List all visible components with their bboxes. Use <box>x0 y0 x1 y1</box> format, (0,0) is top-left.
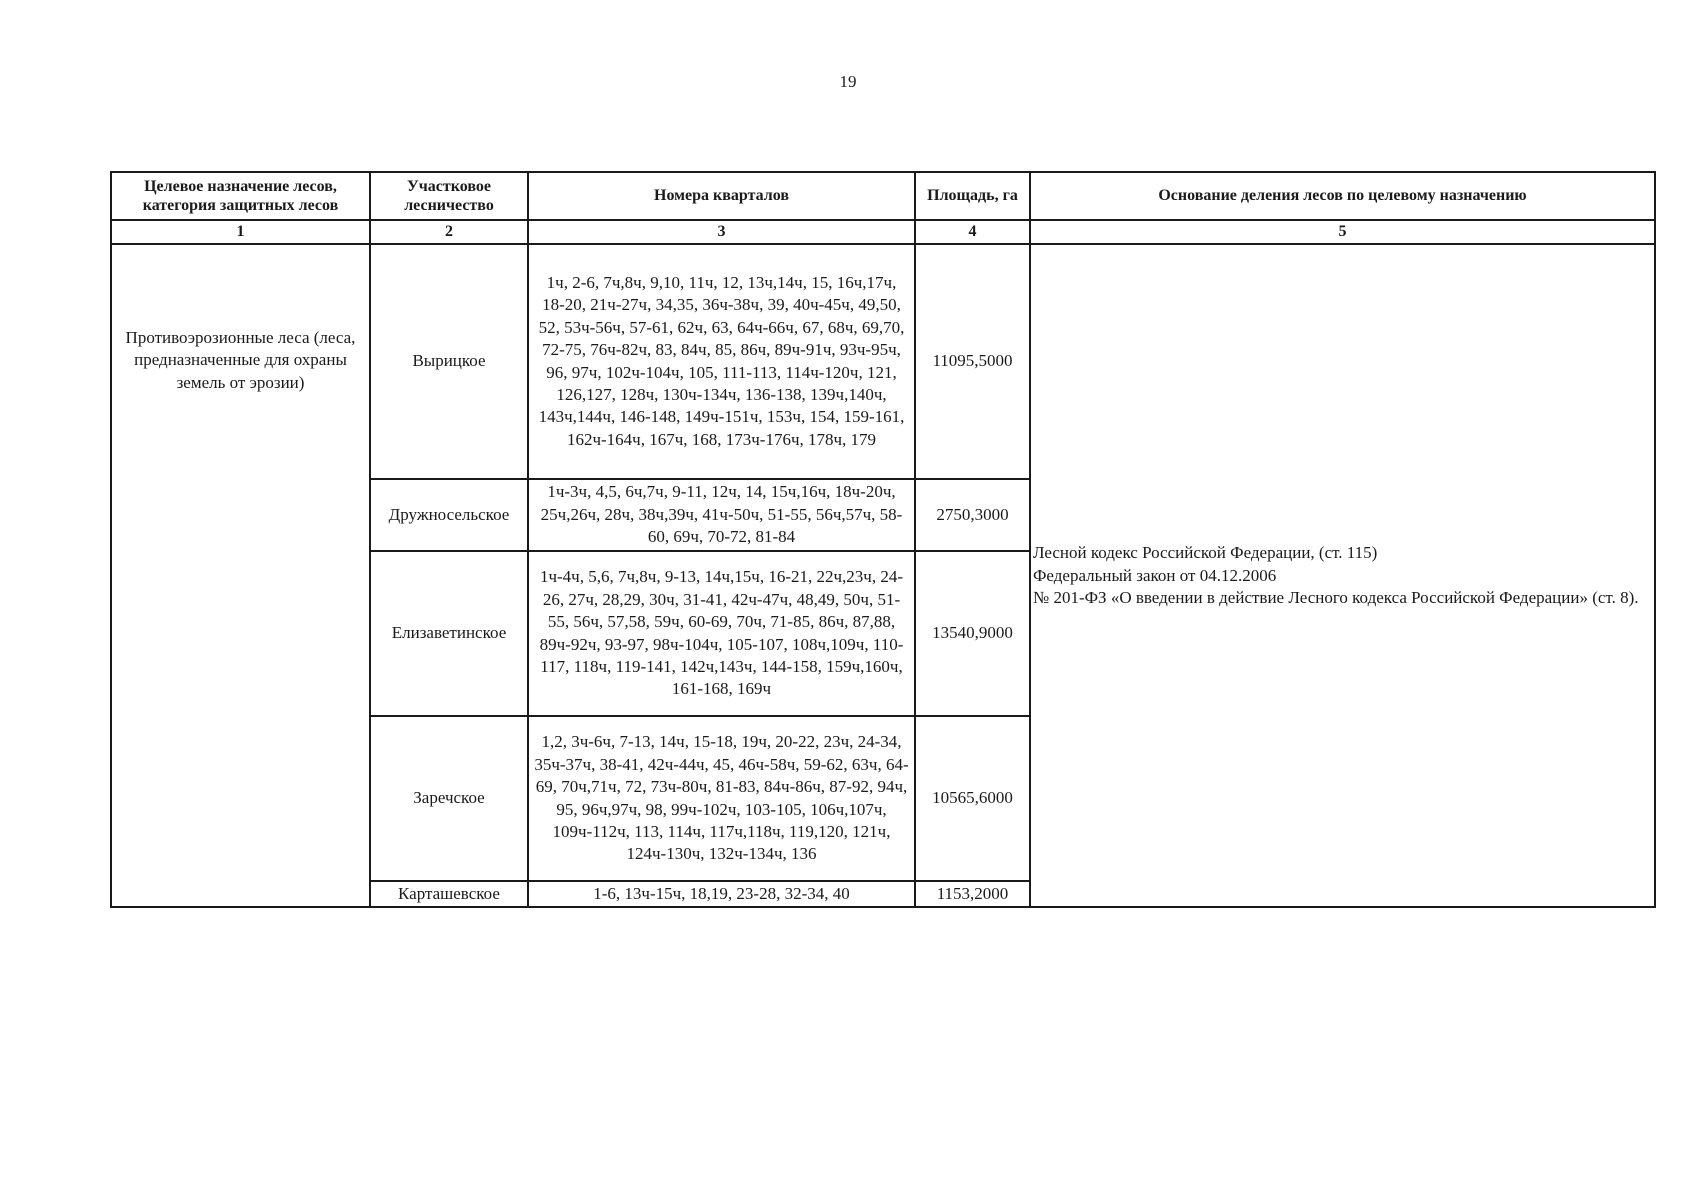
forestry-cell: Заречское <box>370 716 528 881</box>
area-cell: 1153,2000 <box>915 881 1030 907</box>
column-number: 4 <box>915 220 1030 244</box>
header-quarters: Номера кварталов <box>528 172 915 220</box>
quarters-cell: 1ч-4ч, 5,6, 7ч,8ч, 9-13, 14ч,15ч, 16-21, 22ч,23ч, 24-26, 27ч, 28,29, 30ч, 31-41, 42ч-47ч, 48,49, 50ч, 51-55, 56ч, 57,58, 59ч, 60-69, 70ч, 71-85, 86ч, 87,88, 89ч-92ч, 93-97, 98ч-104ч, 105-107, 108ч,109ч, 110-117, 118ч, 119-141, 142ч,143ч, 144-158, 159ч,160ч, 161-168, 169ч <box>528 551 915 716</box>
purpose-cell: Противоэрозионные леса (леса, предназначенные для охраны земель от эрозии) <box>111 244 370 907</box>
basis-line: Лесной кодекс Российской Федерации, (ст. 115) <box>1033 543 1378 563</box>
quarters-cell: 1ч-3ч, 4,5, 6ч,7ч, 9-11, 12ч, 14, 15ч,16ч, 18ч-20ч, 25ч,26ч, 28ч, 38ч,39ч, 41ч-50ч, 51-55, 56ч,57ч, 58-60, 69ч, 70-72, 81-84 <box>528 479 915 551</box>
column-number: 1 <box>111 220 370 244</box>
area-cell: 10565,6000 <box>915 716 1030 881</box>
header-area: Площадь, га <box>915 172 1030 220</box>
area-cell: 11095,5000 <box>915 244 1030 479</box>
forestry-cell: Вырицкое <box>370 244 528 479</box>
forestry-cell: Дружносельское <box>370 479 528 551</box>
quarters-cell: 1,2, 3ч-6ч, 7-13, 14ч, 15-18, 19ч, 20-22, 23ч, 24-34, 35ч-37ч, 38-41, 42ч-44ч, 45, 46ч-58ч, 59-62, 63ч, 64-69, 70ч,71ч, 72, 73ч-80ч, 81-83, 84ч-86ч, 87-92, 94ч, 95, 96ч,97ч, 98, 99ч-102ч, 103-105, 106ч,107ч, 109ч-112ч, 113, 114ч, 117ч,118ч, 119,120, 121ч, 124ч-130ч, 132ч-134ч, 136 <box>528 716 915 881</box>
area-cell: 2750,3000 <box>915 479 1030 551</box>
quarters-cell: 1ч, 2-6, 7ч,8ч, 9,10, 11ч, 12, 13ч,14ч, 15, 16ч,17ч, 18-20, 21ч-27ч, 34,35, 36ч-38ч, 39, 40ч-45ч, 49,50, 52, 53ч-56ч, 57-61, 62ч, 63, 64ч-66ч, 67, 68ч, 69,70, 72-75, 76ч-82ч, 83, 84ч, 85, 86ч, 89ч-91ч, 93ч-95ч, 96, 97ч, 102ч-104ч, 105, 111-113, 114ч-120ч, 121, 126,127, 128ч, 130ч-134ч, 136-138, 139ч,140ч, 143ч,144ч, 146-148, 149ч-151ч, 153ч, 154, 159-161, 162ч-164ч, 167ч, 168, 173ч-176ч, 178ч, 179 <box>528 244 915 479</box>
table-header-row <box>111 172 1655 220</box>
page-number: 19 <box>839 72 857 91</box>
header-forestry: Участковое лесничество <box>370 172 528 220</box>
basis-cell <box>1030 244 1655 907</box>
basis-line: Федеральный закон от 04.12.2006 <box>1033 565 1277 585</box>
area-cell: 13540,9000 <box>915 551 1030 716</box>
header-basis: Основание деления лесов по целевому назначению <box>1030 172 1655 220</box>
quarters-cell: 1-6, 13ч-15ч, 18,19, 23-28, 32-34, 40 <box>528 881 915 907</box>
forest-purpose-table <box>110 171 1656 908</box>
column-number: 2 <box>370 220 528 244</box>
basis-line: № 201-ФЗ «О введении в действие Лесного кодекса Российской Федерации» (ст. 8). <box>1033 587 1639 607</box>
table-row <box>111 244 1655 479</box>
forestry-cell: Елизаветинское <box>370 551 528 716</box>
column-number: 5 <box>1030 220 1655 244</box>
header-purpose: Целевое назначение лесов, категория защитных лесов <box>111 172 370 220</box>
column-number-row <box>111 220 1655 244</box>
forestry-cell: Карташевское <box>370 881 528 907</box>
column-number: 3 <box>528 220 915 244</box>
